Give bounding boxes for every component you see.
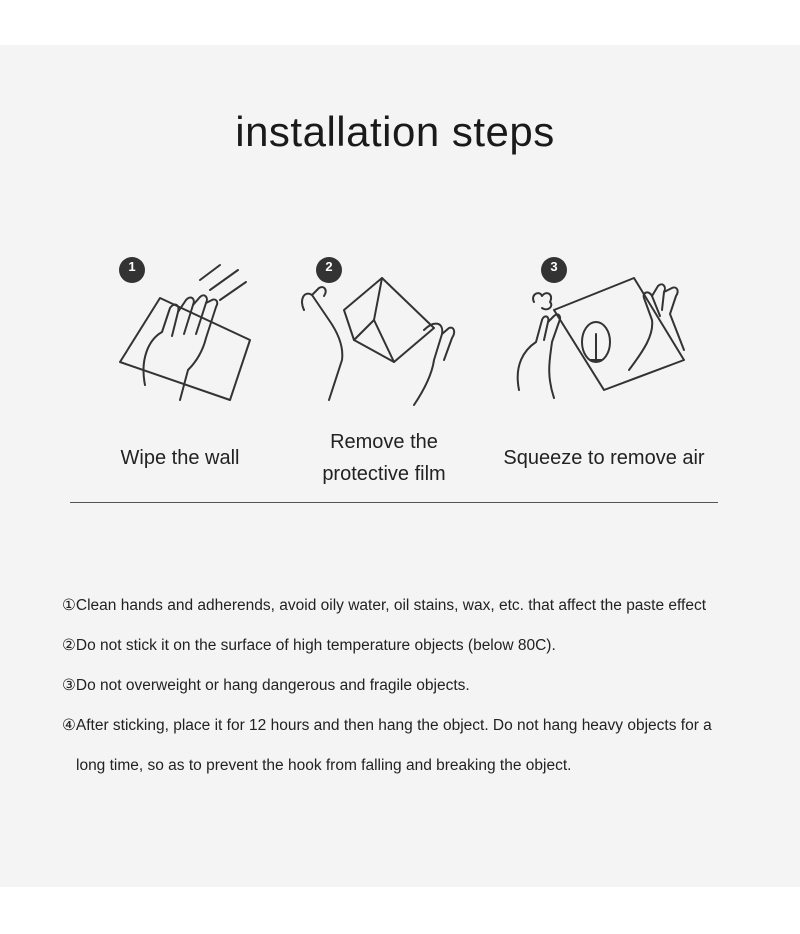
- step-3: [494, 250, 714, 490]
- notes-list: [62, 586, 762, 786]
- remove-film-icon: [274, 250, 494, 420]
- note-4: ④After sticking, place it for 12 hours and then hang the object. Do not hang heavy objects for a: [62, 717, 712, 734]
- wipe-wall-icon: [70, 250, 290, 420]
- page-title: installation steps: [235, 108, 555, 155]
- step-1: [70, 250, 290, 490]
- section-divider: [70, 502, 718, 503]
- step-2-label-line-2: protective film: [322, 463, 446, 485]
- step-2: [274, 250, 494, 490]
- bottom-strip: [0, 887, 800, 934]
- note-3: ③Do not overweight or hang dangerous and fragile objects.: [62, 677, 470, 694]
- step-1-label: [70, 442, 290, 474]
- note-4-continued: long time, so as to prevent the hook from falling and breaking the object.: [76, 757, 572, 774]
- step-3-label: [494, 442, 714, 474]
- step-1-label-line-1: Wipe the wall: [120, 447, 240, 469]
- step-3-label-line-1: Squeeze to remove air: [503, 447, 705, 469]
- step-1-number: 1: [128, 259, 136, 274]
- step-2-label-line-1: Remove the: [330, 431, 438, 453]
- step-3-number: 3: [550, 259, 558, 274]
- squeeze-air-icon: [494, 250, 714, 420]
- step-2-label: [274, 426, 494, 490]
- step-2-number: 2: [325, 259, 333, 274]
- note-2: ②Do not stick it on the surface of high temperature objects (below 80C).: [62, 637, 556, 654]
- note-1: ①Clean hands and adherends, avoid oily water, oil stains, wax, etc. that affect the paste effect: [62, 597, 707, 614]
